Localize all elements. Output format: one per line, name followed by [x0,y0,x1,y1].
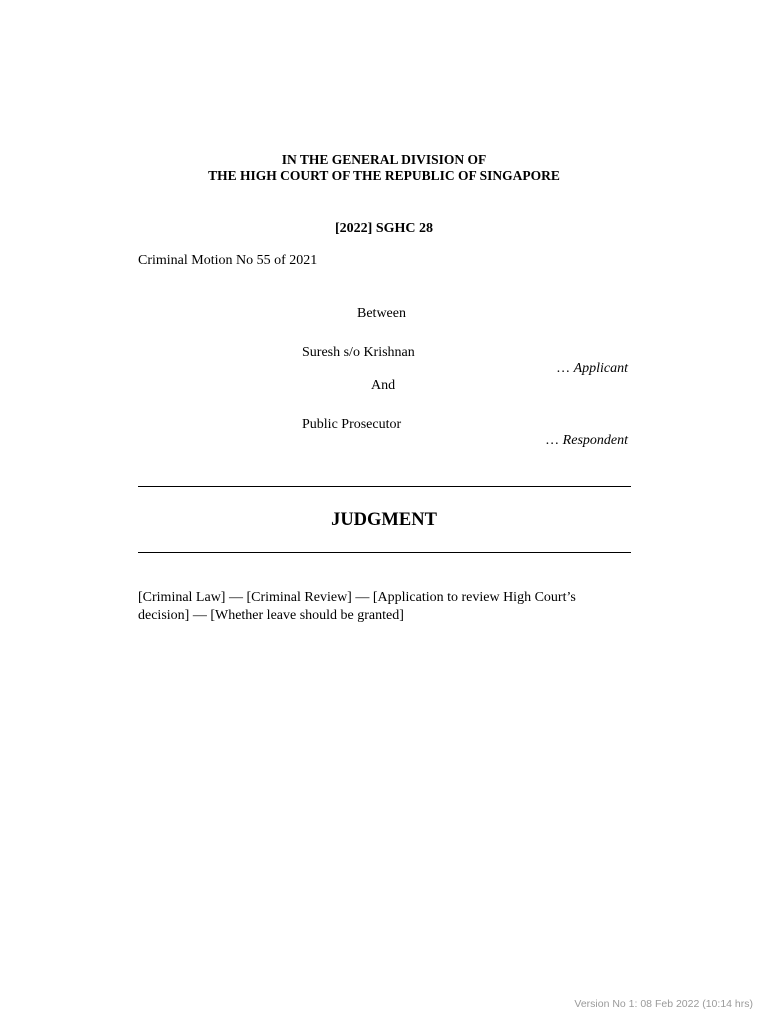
and-label: And [371,378,396,393]
bottom-divider [138,552,631,553]
case-number: Criminal Motion No 55 of 2021 [138,253,318,268]
applicant-role-label: Applicant [573,361,628,376]
catchwords-line-2: decision] — [Whether leave should be granted] [138,607,404,623]
version-footer: Version No 1: 08 Feb 2022 (10:14 hrs) [574,998,753,1010]
catchwords [138,589,638,624]
document-title: JUDGMENT [331,510,437,530]
applicant-role [556,360,628,378]
applicant-role-ellipsis: … [556,361,574,376]
top-divider [138,486,631,487]
court-name-line-1: IN THE GENERAL DIVISION OF [281,152,487,167]
between-label: Between [357,306,406,321]
catchwords-line-1: [Criminal Law] — [Criminal Review] — [Application to review High Court’s [138,590,576,605]
neutral-citation: [2022] SGHC 28 [335,221,433,236]
court-name-line-2: THE HIGH COURT OF THE REPUBLIC OF SINGAPORE [208,168,560,183]
respondent-role-ellipsis: … [545,433,563,448]
applicant-name: Suresh s/o Krishnan [302,345,415,360]
respondent-name: Public Prosecutor [302,417,402,432]
respondent-role [545,432,628,450]
respondent-role-label: Respondent [562,433,628,448]
